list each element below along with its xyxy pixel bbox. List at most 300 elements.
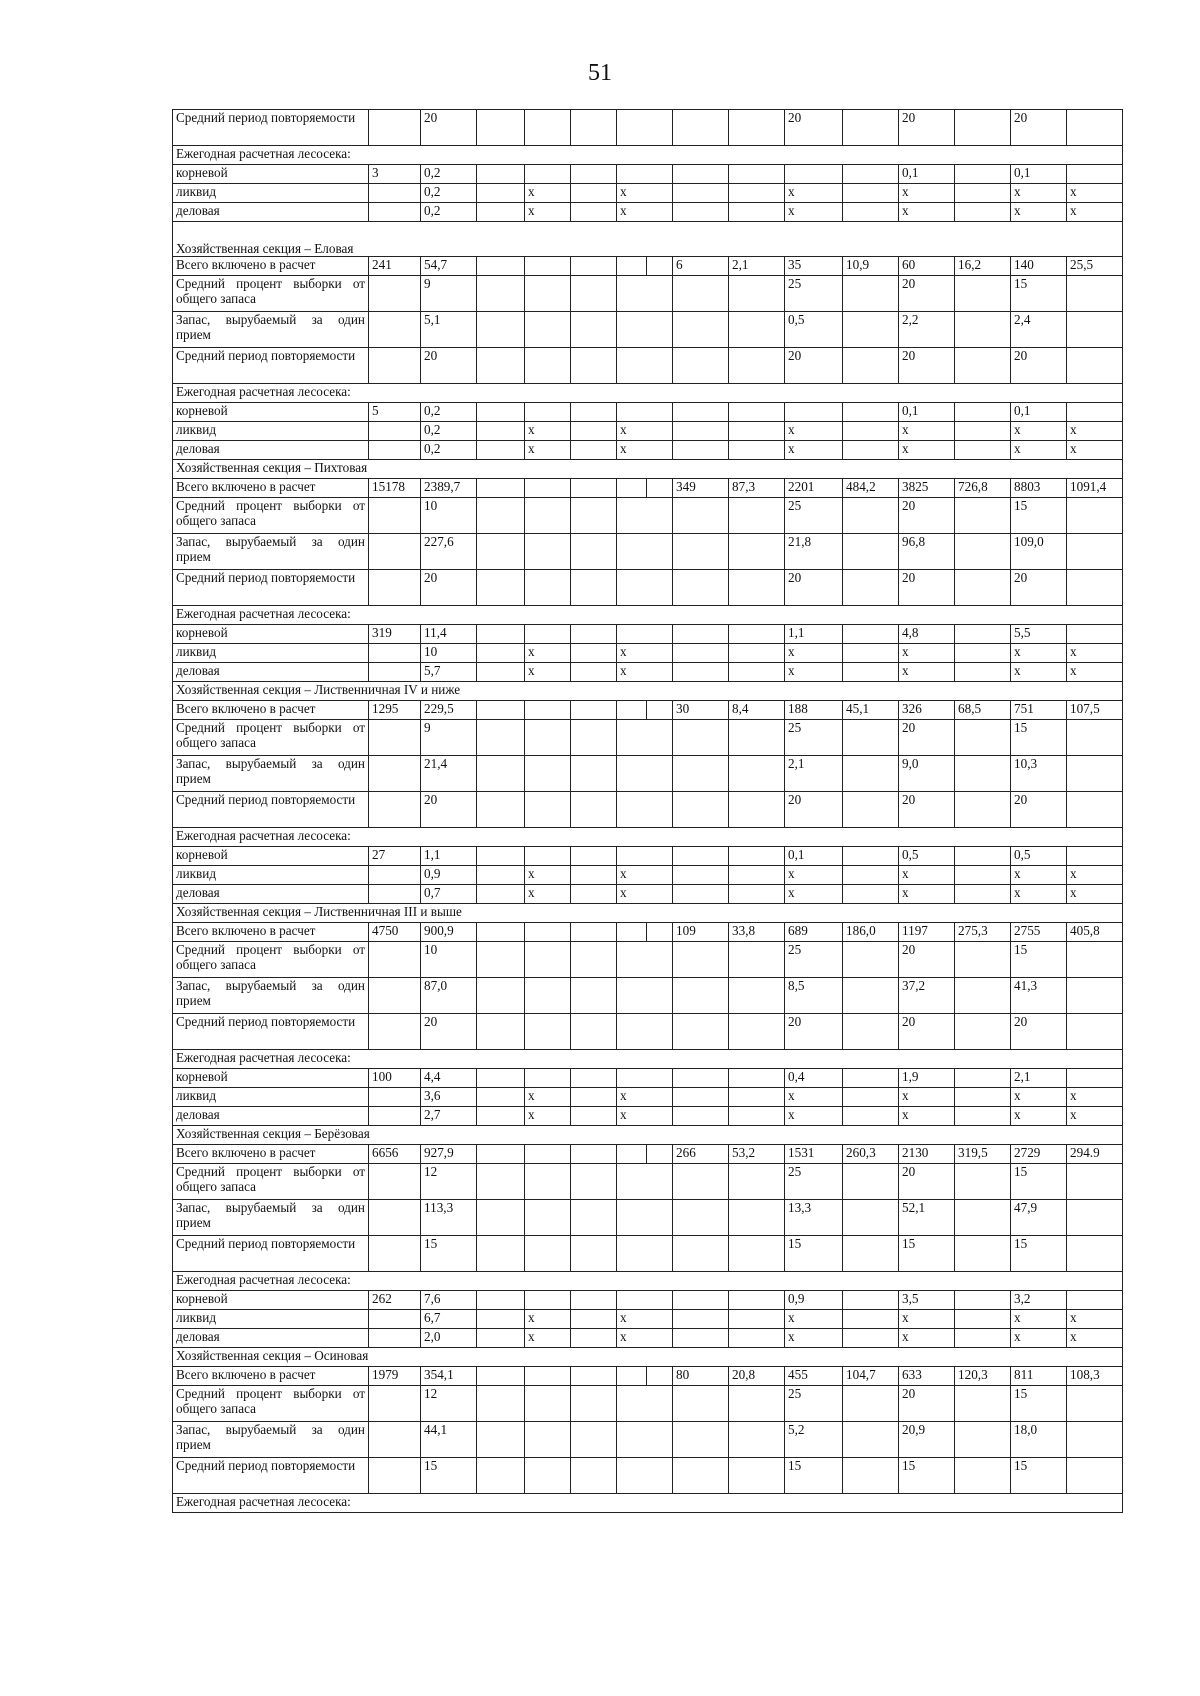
- table-cell: [571, 441, 617, 460]
- table-cell: [369, 792, 421, 828]
- table-cell: x: [1067, 1088, 1123, 1107]
- table-cell: [955, 756, 1011, 792]
- row-label: деловая: [173, 441, 369, 460]
- table-cell: 266: [673, 1145, 729, 1164]
- table-cell: [477, 1145, 525, 1164]
- table-cell: [729, 1310, 785, 1329]
- table-cell: [673, 978, 729, 1014]
- table-cell: [571, 1200, 617, 1236]
- table-cell: [617, 1367, 647, 1386]
- table-row: [173, 1272, 1123, 1291]
- table-cell: 20: [899, 720, 955, 756]
- table-cell: [1067, 403, 1123, 422]
- table-cell: [1067, 792, 1123, 828]
- table-cell: 3825: [899, 479, 955, 498]
- table-row: [173, 644, 1123, 663]
- table-cell: 1091,4: [1067, 479, 1123, 498]
- table-cell: 25: [785, 498, 843, 534]
- table-cell: [571, 1088, 617, 1107]
- table-cell: 60: [899, 257, 955, 276]
- table-cell: [843, 534, 899, 570]
- table-cell: [843, 441, 899, 460]
- table-cell: [647, 257, 673, 276]
- table-cell: [571, 1107, 617, 1126]
- table-cell: [477, 756, 525, 792]
- row-label: корневой: [173, 1291, 369, 1310]
- table-cell: [369, 885, 421, 904]
- table-cell: [673, 1291, 729, 1310]
- table-row: [173, 756, 1123, 792]
- table-row: [173, 498, 1123, 534]
- table-cell: [729, 1014, 785, 1050]
- table-cell: [525, 312, 571, 348]
- section-heading: Ежегодная расчетная лесосека:: [173, 1050, 1123, 1069]
- table-cell: 12: [421, 1386, 477, 1422]
- table-cell: [369, 570, 421, 606]
- section-heading: Хозяйственная секция – Осиновая: [173, 1348, 1123, 1367]
- table-row: [173, 570, 1123, 606]
- table-cell: 0,1: [785, 847, 843, 866]
- row-label: ликвид: [173, 1310, 369, 1329]
- table-cell: [1067, 348, 1123, 384]
- table-cell: [571, 1069, 617, 1088]
- table-cell: [525, 978, 571, 1014]
- table-cell: [571, 203, 617, 222]
- table-cell: 4750: [369, 923, 421, 942]
- table-cell: 20: [899, 1014, 955, 1050]
- table-row: [173, 165, 1123, 184]
- table-row: [173, 1458, 1123, 1494]
- table-cell: [477, 792, 525, 828]
- table-cell: 20: [899, 348, 955, 384]
- table-cell: x: [617, 441, 673, 460]
- table-cell: [673, 1329, 729, 1348]
- table-cell: [955, 720, 1011, 756]
- table-cell: x: [617, 1088, 673, 1107]
- table-cell: 751: [1011, 701, 1067, 720]
- table-cell: [729, 756, 785, 792]
- table-cell: x: [525, 644, 571, 663]
- row-label: Средний период повторяемости: [173, 110, 369, 146]
- table-cell: [477, 1386, 525, 1422]
- table-cell: x: [785, 1329, 843, 1348]
- table-cell: 689: [785, 923, 843, 942]
- table-cell: 3: [369, 165, 421, 184]
- table-cell: [477, 1107, 525, 1126]
- table-cell: [617, 720, 673, 756]
- table-row: [173, 348, 1123, 384]
- table-cell: 100: [369, 1069, 421, 1088]
- table-cell: [843, 1236, 899, 1272]
- table-row: [173, 663, 1123, 682]
- table-cell: 5,1: [421, 312, 477, 348]
- row-label: Средний период повторяемости: [173, 348, 369, 384]
- table-cell: 262: [369, 1291, 421, 1310]
- table-cell: [1067, 1291, 1123, 1310]
- table-cell: x: [785, 663, 843, 682]
- table-cell: [729, 348, 785, 384]
- table-cell: x: [1011, 1329, 1067, 1348]
- table-cell: [525, 701, 571, 720]
- table-cell: [477, 203, 525, 222]
- table-cell: [673, 184, 729, 203]
- table-cell: [477, 663, 525, 682]
- table-cell: [571, 792, 617, 828]
- table-row: [173, 534, 1123, 570]
- table-row: [173, 1367, 1123, 1386]
- table-cell: x: [899, 441, 955, 460]
- table-cell: [729, 203, 785, 222]
- table-cell: [955, 422, 1011, 441]
- table-cell: 1,1: [785, 625, 843, 644]
- table-cell: 0,5: [785, 312, 843, 348]
- table-row: [173, 276, 1123, 312]
- table-cell: [1067, 1014, 1123, 1050]
- table-cell: [525, 348, 571, 384]
- table-cell: 6: [673, 257, 729, 276]
- table-cell: x: [785, 1107, 843, 1126]
- table-cell: [369, 441, 421, 460]
- table-cell: [673, 276, 729, 312]
- table-cell: [1067, 1069, 1123, 1088]
- table-cell: [571, 756, 617, 792]
- table-cell: [477, 570, 525, 606]
- table-cell: 811: [1011, 1367, 1067, 1386]
- row-label: Запас, вырубаемый за один прием: [173, 312, 369, 348]
- table-cell: 15: [1011, 1164, 1067, 1200]
- table-cell: [571, 348, 617, 384]
- table-cell: [571, 1367, 617, 1386]
- table-row: [173, 701, 1123, 720]
- table-cell: 25: [785, 720, 843, 756]
- table-cell: 25: [785, 276, 843, 312]
- table-cell: [955, 1422, 1011, 1458]
- table-cell: 927,9: [421, 1145, 477, 1164]
- table-cell: 2,1: [785, 756, 843, 792]
- table-cell: [955, 1088, 1011, 1107]
- table-cell: [369, 756, 421, 792]
- table-cell: [477, 534, 525, 570]
- table-cell: 80: [673, 1367, 729, 1386]
- table-cell: [525, 1386, 571, 1422]
- table-cell: [477, 1014, 525, 1050]
- table-cell: 6,7: [421, 1310, 477, 1329]
- table-cell: [843, 110, 899, 146]
- table-cell: 9: [421, 720, 477, 756]
- table-row: [173, 257, 1123, 276]
- table-cell: [955, 348, 1011, 384]
- table-cell: x: [1011, 885, 1067, 904]
- table-cell: [369, 1164, 421, 1200]
- table-cell: x: [525, 1107, 571, 1126]
- table-cell: 260,3: [843, 1145, 899, 1164]
- row-label: Запас, вырубаемый за один прием: [173, 534, 369, 570]
- table-cell: [477, 720, 525, 756]
- table-cell: [955, 1069, 1011, 1088]
- table-cell: [617, 534, 673, 570]
- table-cell: 319: [369, 625, 421, 644]
- table-cell: x: [525, 422, 571, 441]
- table-cell: [673, 625, 729, 644]
- table-cell: 120,3: [955, 1367, 1011, 1386]
- table-cell: 349: [673, 479, 729, 498]
- table-cell: 15: [785, 1236, 843, 1272]
- table-cell: [1067, 1164, 1123, 1200]
- table-cell: 455: [785, 1367, 843, 1386]
- table-cell: 35: [785, 257, 843, 276]
- table-cell: x: [617, 644, 673, 663]
- table-cell: 5,7: [421, 663, 477, 682]
- table-cell: x: [785, 184, 843, 203]
- table-cell: 20: [785, 570, 843, 606]
- table-cell: 20: [785, 792, 843, 828]
- row-label: Средний процент выборки от общего запаса: [173, 1386, 369, 1422]
- table-cell: x: [525, 1088, 571, 1107]
- table-cell: 6656: [369, 1145, 421, 1164]
- section-heading: Ежегодная расчетная лесосека:: [173, 1272, 1123, 1291]
- table-cell: [843, 625, 899, 644]
- table-cell: [525, 792, 571, 828]
- table-cell: [571, 885, 617, 904]
- table-cell: 20: [899, 276, 955, 312]
- table-cell: 2,2: [899, 312, 955, 348]
- table-cell: 18,0: [1011, 1422, 1067, 1458]
- table-cell: [477, 257, 525, 276]
- table-cell: [617, 978, 673, 1014]
- table-row: [173, 1348, 1123, 1367]
- table-cell: [673, 866, 729, 885]
- table-cell: [843, 720, 899, 756]
- table-cell: [571, 1145, 617, 1164]
- table-cell: [571, 184, 617, 203]
- table-cell: [1067, 1422, 1123, 1458]
- table-cell: [525, 257, 571, 276]
- table-cell: [729, 1458, 785, 1494]
- table-cell: [729, 1329, 785, 1348]
- table-cell: [673, 570, 729, 606]
- table-cell: [571, 570, 617, 606]
- table-cell: [571, 720, 617, 756]
- table-row: [173, 1126, 1123, 1145]
- table-cell: x: [525, 885, 571, 904]
- table-cell: 1,9: [899, 1069, 955, 1088]
- table-cell: [617, 942, 673, 978]
- table-cell: [369, 1386, 421, 1422]
- table-cell: 20: [421, 792, 477, 828]
- table-cell: 0,1: [1011, 403, 1067, 422]
- table-cell: [369, 720, 421, 756]
- table-cell: x: [525, 866, 571, 885]
- table-cell: x: [1067, 866, 1123, 885]
- table-cell: [477, 885, 525, 904]
- table-cell: x: [525, 1329, 571, 1348]
- table-cell: [673, 1200, 729, 1236]
- table-cell: 0,9: [785, 1291, 843, 1310]
- table-cell: 2755: [1011, 923, 1067, 942]
- table-cell: x: [899, 1310, 955, 1329]
- table-cell: [955, 1386, 1011, 1422]
- table-cell: [673, 1386, 729, 1422]
- table-cell: [729, 184, 785, 203]
- table-cell: [617, 847, 673, 866]
- table-cell: [477, 866, 525, 885]
- table-cell: x: [785, 422, 843, 441]
- table-cell: [477, 1329, 525, 1348]
- row-label: корневой: [173, 625, 369, 644]
- table-cell: x: [785, 866, 843, 885]
- table-cell: [843, 570, 899, 606]
- table-row: [173, 1310, 1123, 1329]
- table-cell: 20: [785, 110, 843, 146]
- row-label: Запас, вырубаемый за один прием: [173, 1200, 369, 1236]
- table-cell: [369, 1458, 421, 1494]
- row-label: корневой: [173, 847, 369, 866]
- table-cell: 15: [899, 1458, 955, 1494]
- table-cell: 900,9: [421, 923, 477, 942]
- table-row: [173, 422, 1123, 441]
- table-cell: [673, 1107, 729, 1126]
- table-cell: x: [1067, 441, 1123, 460]
- row-label: деловая: [173, 1329, 369, 1348]
- table-cell: [647, 923, 673, 942]
- table-cell: 20: [421, 1014, 477, 1050]
- table-cell: [647, 479, 673, 498]
- table-cell: 5,2: [785, 1422, 843, 1458]
- row-label: корневой: [173, 403, 369, 422]
- table-cell: 20: [899, 498, 955, 534]
- table-cell: 87,3: [729, 479, 785, 498]
- table-cell: x: [525, 184, 571, 203]
- table-row: [173, 1069, 1123, 1088]
- table-cell: 53,2: [729, 1145, 785, 1164]
- table-cell: [369, 184, 421, 203]
- table-cell: [955, 792, 1011, 828]
- table-cell: [525, 1069, 571, 1088]
- table-cell: 11,4: [421, 625, 477, 644]
- table-row: [173, 146, 1123, 165]
- table-cell: [617, 348, 673, 384]
- table-cell: [477, 1069, 525, 1088]
- table-cell: x: [899, 1107, 955, 1126]
- table-row: [173, 441, 1123, 460]
- table-cell: [673, 348, 729, 384]
- table-cell: 0,2: [421, 441, 477, 460]
- table-cell: [955, 866, 1011, 885]
- forest-calculation-table: [172, 109, 1123, 1513]
- table-cell: 188: [785, 701, 843, 720]
- table-cell: [617, 1164, 673, 1200]
- table-cell: x: [1067, 1107, 1123, 1126]
- table-cell: [729, 1386, 785, 1422]
- table-cell: [571, 1236, 617, 1272]
- table-cell: [673, 792, 729, 828]
- table-cell: [843, 1088, 899, 1107]
- section-heading: Хозяйственная секция – Пихтовая: [173, 460, 1123, 479]
- table-row: [173, 720, 1123, 756]
- table-cell: 15: [1011, 1386, 1067, 1422]
- table-cell: [673, 110, 729, 146]
- table-cell: [729, 1200, 785, 1236]
- table-cell: [955, 184, 1011, 203]
- table-cell: 15: [899, 1236, 955, 1272]
- table-cell: [477, 165, 525, 184]
- table-cell: 2,4: [1011, 312, 1067, 348]
- table-cell: 96,8: [899, 534, 955, 570]
- table-cell: [729, 663, 785, 682]
- table-cell: [617, 792, 673, 828]
- table-cell: 0,1: [899, 165, 955, 184]
- table-cell: x: [1067, 1310, 1123, 1329]
- table-cell: 20: [421, 110, 477, 146]
- table-cell: [1067, 498, 1123, 534]
- table-cell: 294.9: [1067, 1145, 1123, 1164]
- section-heading: Хозяйственная секция – Еловая: [173, 222, 1123, 257]
- table-cell: 241: [369, 257, 421, 276]
- row-label: Средний процент выборки от общего запаса: [173, 498, 369, 534]
- table-cell: x: [525, 203, 571, 222]
- table-cell: 0,9: [421, 866, 477, 885]
- table-cell: [525, 1458, 571, 1494]
- row-label: ликвид: [173, 1088, 369, 1107]
- table-cell: [1067, 978, 1123, 1014]
- table-cell: x: [617, 184, 673, 203]
- table-cell: [477, 701, 525, 720]
- table-cell: [673, 498, 729, 534]
- table-cell: x: [1011, 1107, 1067, 1126]
- table-cell: x: [1067, 663, 1123, 682]
- table-cell: [955, 1014, 1011, 1050]
- row-label: Средний процент выборки от общего запаса: [173, 942, 369, 978]
- table-cell: 15: [1011, 1236, 1067, 1272]
- table-cell: x: [1011, 663, 1067, 682]
- table-row: [173, 184, 1123, 203]
- table-cell: x: [1011, 1088, 1067, 1107]
- table-cell: 108,3: [1067, 1367, 1123, 1386]
- table-cell: [673, 1236, 729, 1272]
- table-cell: [673, 847, 729, 866]
- table-cell: x: [1011, 644, 1067, 663]
- table-cell: [617, 257, 647, 276]
- table-cell: 15: [1011, 498, 1067, 534]
- table-cell: [369, 978, 421, 1014]
- table-row: [173, 625, 1123, 644]
- table-row: [173, 828, 1123, 847]
- table-cell: 12: [421, 1164, 477, 1200]
- table-cell: x: [785, 441, 843, 460]
- table-cell: 10,3: [1011, 756, 1067, 792]
- table-cell: [477, 1310, 525, 1329]
- table-cell: [571, 165, 617, 184]
- table-cell: [673, 312, 729, 348]
- table-cell: x: [899, 422, 955, 441]
- table-cell: 2130: [899, 1145, 955, 1164]
- table-cell: 319,5: [955, 1145, 1011, 1164]
- table-cell: [477, 978, 525, 1014]
- table-cell: [477, 847, 525, 866]
- table-cell: 9: [421, 276, 477, 312]
- table-cell: 2729: [1011, 1145, 1067, 1164]
- table-cell: 0,2: [421, 403, 477, 422]
- table-cell: [729, 498, 785, 534]
- table-cell: [369, 203, 421, 222]
- table-cell: [525, 1367, 571, 1386]
- table-cell: [955, 203, 1011, 222]
- table-cell: 20: [899, 1164, 955, 1200]
- table-cell: [729, 720, 785, 756]
- table-cell: 20: [899, 570, 955, 606]
- table-cell: [843, 1069, 899, 1088]
- table-cell: [571, 110, 617, 146]
